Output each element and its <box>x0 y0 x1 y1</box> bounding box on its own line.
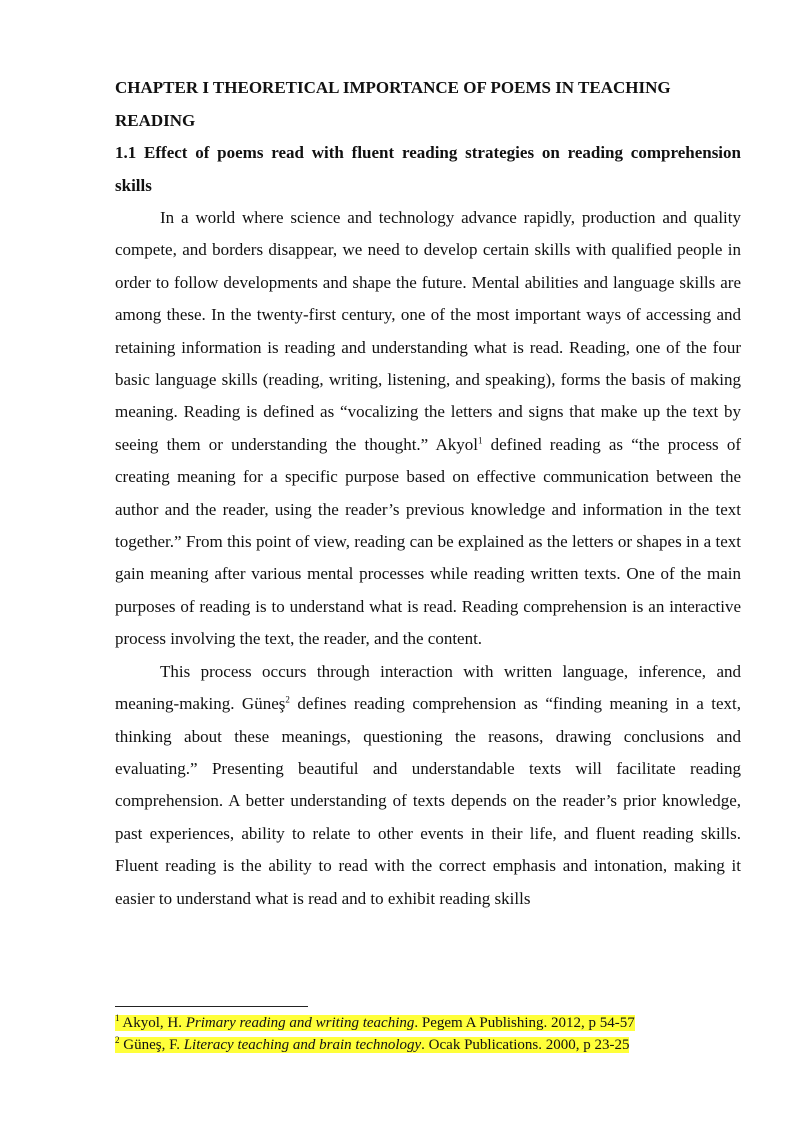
footnote-highlight <box>115 1015 635 1031</box>
footnote-title: Primary reading and writing teaching <box>185 1015 415 1031</box>
footnote-highlight <box>115 1037 629 1053</box>
footnotes <box>115 1012 741 1056</box>
paragraph-text: In a world where science and technology advance rapidly, production and quality compete, and borders disappear, we need to develop certain skills with qualified people in order to follow developments and shape the future. Mental abilities and language skills are among these. In the twenty-first century, one of the most important ways of accessing and retaining information is reading and understanding what is read. Reading, one of the four basic language skills (reading, writing, listening, and speaking), forms the basis of making meaning. Reading is defined as “vocalizing the letters and signs that make up the text by seeing them or understanding the thought.” Akyol <box>115 208 741 454</box>
footnote-divider <box>115 1006 308 1007</box>
footnote-ref-2[interactable]: 2 <box>285 694 290 705</box>
footnote-number: 2 <box>115 1035 120 1045</box>
body-paragraph-2 <box>115 656 741 915</box>
paragraph-text: This process occurs through interaction with written language, inference, and meaning-making. Güneş <box>115 661 741 714</box>
paragraph-text: defines reading comprehension as “finding meaning in a text, thinking about these meanings, questioning the reasons, drawing conclusions and evaluating.” Presenting beautiful and understandable texts will facilitate reading comprehension. A better understanding of texts depends on the reader’s prior knowledge, past experiences, ability to relate to other events in their life, and fluent reading skills. Fluent reading is the ability to read with the correct emphasis and intonation, making it easier to understand what is read and to exhibit reading skills <box>115 694 741 908</box>
document-page <box>115 72 741 915</box>
footnote-2 <box>115 1034 741 1056</box>
section-title: 1.1 Effect of poems read with fluent reading strategies on reading comprehension skills <box>115 143 741 195</box>
footnote-author: Güneş, F. <box>119 1037 184 1053</box>
body-paragraph-1 <box>115 202 741 656</box>
footnote-details: . Ocak Publications. 2000, p 23-25 <box>421 1037 630 1053</box>
chapter-title: CHAPTER I THEORETICAL IMPORTANCE OF POEMS IN TEACHING READING <box>115 78 671 130</box>
footnote-number: 1 <box>115 1013 120 1023</box>
footnote-title: Literacy teaching and brain technology <box>183 1037 422 1053</box>
footnote-author: Akyol, H. <box>119 1015 186 1031</box>
paragraph-text: defined reading as “the process of creating meaning for a specific purpose based on effective communication between the author and the reader, using the reader’s previous knowledge and information in the text together.” From this point of view, reading can be explained as the letters or shapes in a text gain meaning after various mental processes while reading written texts. One of the main purposes of reading is to understand what is read. Reading comprehension is an interactive process involving the text, the reader, and the content. <box>115 434 741 649</box>
footnote-details: . Pegem A Publishing. 2012, p 54-57 <box>414 1015 635 1031</box>
footnote-1 <box>115 1012 741 1034</box>
footnote-ref-1[interactable]: 1 <box>477 435 483 446</box>
